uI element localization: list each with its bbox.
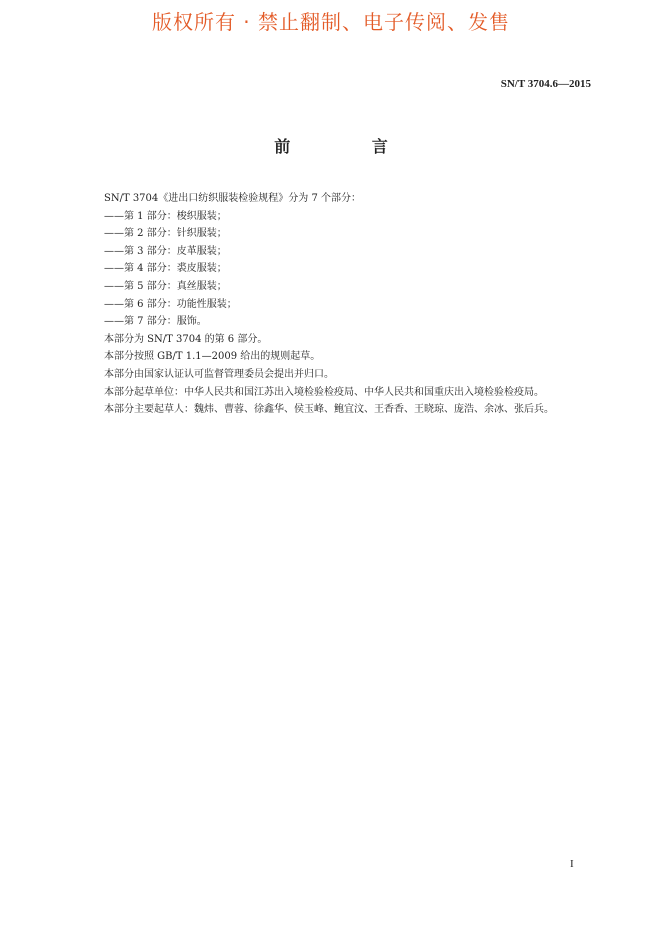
paragraph-proposer: 本部分由国家认证认可监督管理委员会提出并归口。: [104, 368, 334, 380]
document-code: SN/T 3704.6—2015: [500, 78, 591, 90]
page-title: 前 言: [274, 137, 426, 156]
part-item-7: ——第 7 部分：服饰。: [104, 316, 207, 328]
paragraph-drafting-rules: 本部分按照 GB/T 1.1—2009 给出的规则起草。: [104, 351, 321, 363]
intro-paragraph: SN/T 3704《进出口纺织服装检验规程》分为 7 个部分：: [104, 193, 361, 204]
foreword-body: [80, 190, 592, 419]
part-item-1: ——第 1 部分：梭织服装；: [104, 210, 227, 222]
paragraph-drafting-units: 本部分起草单位：中华人民共和国江苏出入境检验检疫局、中华人民共和国重庆出入境检验检疫局。: [104, 386, 544, 398]
part-item-6: ——第 6 部分：功能性服装；: [104, 298, 237, 310]
page-number: I: [570, 858, 574, 870]
part-item-2: ——第 2 部分：针织服装；: [104, 228, 227, 240]
paragraph-drafters: 本部分主要起草人：魏炜、曹蓉、徐鑫华、侯玉峰、鲍宜汶、王香香、王晓琼、庞浩、余冰、张后兵。: [104, 404, 554, 416]
copyright-watermark: 版权所有 · 禁止翻制、电子传阅、发售: [151, 10, 511, 34]
part-item-4: ——第 4 部分：裘皮服装；: [104, 263, 227, 275]
paragraph-part-number: 本部分为 SN/T 3704 的第 6 部分。: [104, 333, 268, 345]
part-item-5: ——第 5 部分：真丝服装；: [104, 280, 227, 292]
part-item-3: ——第 3 部分：皮革服装；: [104, 245, 227, 257]
